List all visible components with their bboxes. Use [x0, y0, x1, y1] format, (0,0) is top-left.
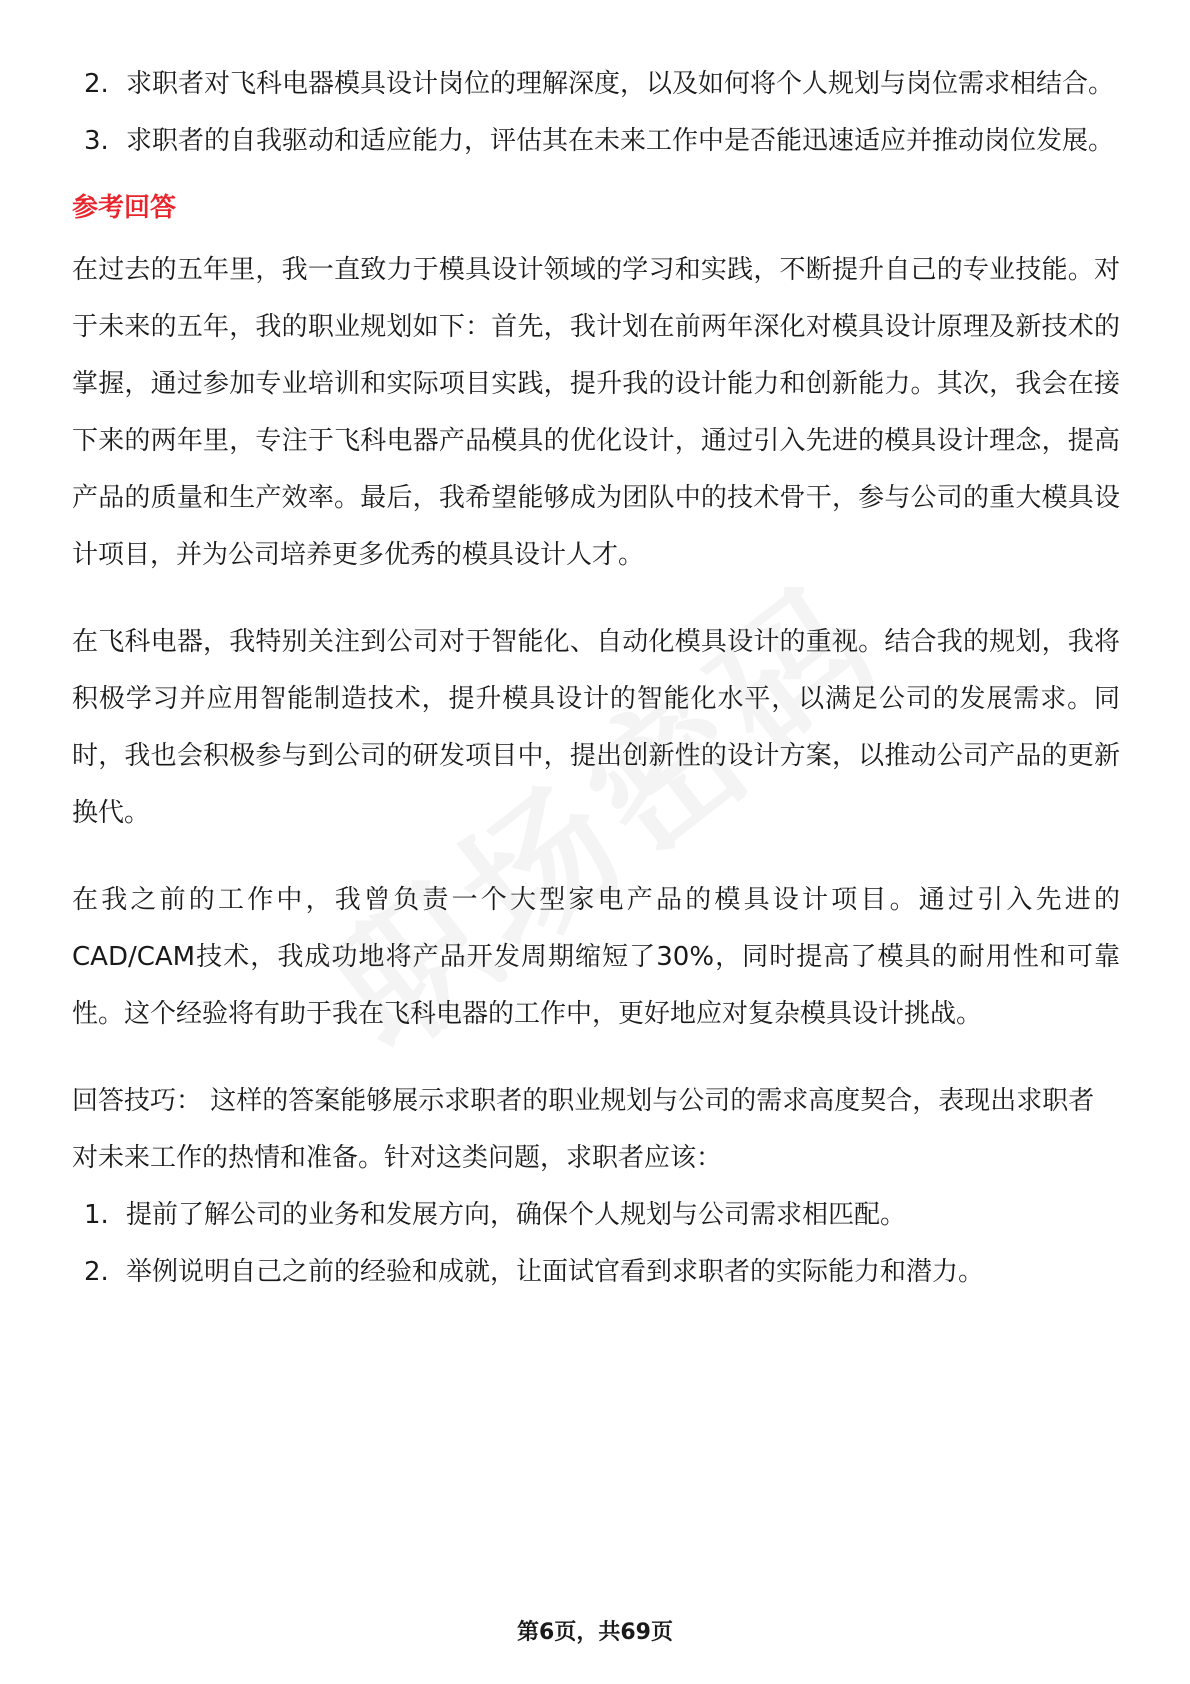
- answer-paragraph: 在过去的五年里，我一直致力于模具设计领域的学习和实践，不断提升自己的专业技能。对于未来的五年，我的职业规划如下：首先，我计划在前两年深化对模具设计原理及新技术的掌握，通过参加专业培训和实际项目实践，提升我的设计能力和创新能力。其次，我会在接下来的两年里，专注于飞科电器产品模具的优化设计，通过引入先进的模具设计理念，提高产品的质量和生产效率。最后，我希望能够成为团队中的技术骨干，参与公司的重大模具设计项目，并为公司培养更多优秀的模具设计人才。: [72, 255, 1120, 570]
- page-footer: 第6页，共69页: [517, 1620, 673, 1645]
- answer-paragraph: 在飞科电器，我特别关注到公司对于智能化、自动化模具设计的重视。结合我的规划，我将积极学习并应用智能制造技术，提升模具设计的智能化水平，以满足公司的发展需求。同时，我也会积极参与到公司的研发项目中，提出创新性的设计方案，以推动公司产品的更新换代。: [72, 627, 1120, 828]
- content: [72, 56, 1120, 1301]
- answer-paragraph: 在我之前的工作中，我曾负责一个大型家电产品的模具设计项目。通过引入先进的CAD/CAM技术，我成功地将产品开发周期缩短了30%，同时提高了模具的耐用性和可靠性。这个经验将有助于我在飞科电器的工作中，更好地应对复杂模具设计挑战。: [72, 885, 1120, 1029]
- section-heading: 参考回答: [72, 193, 177, 223]
- list-number: 3.: [84, 126, 109, 156]
- list-item: [72, 1187, 1120, 1244]
- list-text: 求职者的自我驱动和适应能力，评估其在未来工作中是否能迅速适应并推动岗位发展。: [126, 126, 1115, 156]
- list-item: [72, 113, 1120, 170]
- list-number: 2.: [84, 69, 109, 99]
- list-text: 提前了解公司的业务和发展方向，确保个人规划与公司需求相匹配。: [126, 1200, 907, 1230]
- question-points-list: [72, 56, 1120, 170]
- list-number: 1.: [84, 1200, 109, 1230]
- list-item: [72, 56, 1120, 113]
- answer-tips: 回答技巧： 这样的答案能够展示求职者的职业规划与公司的需求高度契合，表现出求职者对未来工作的热情和准备。针对这类问题，求职者应该：: [72, 1086, 1095, 1173]
- tips-list: [72, 1187, 1120, 1301]
- list-item: [72, 1244, 1120, 1301]
- list-text: 举例说明自己之前的经验和成就，让面试官看到求职者的实际能力和潜力。: [126, 1257, 985, 1287]
- list-number: 2.: [84, 1257, 109, 1287]
- list-text: 求职者对飞科电器模具设计岗位的理解深度，以及如何将个人规划与岗位需求相结合。: [126, 69, 1115, 99]
